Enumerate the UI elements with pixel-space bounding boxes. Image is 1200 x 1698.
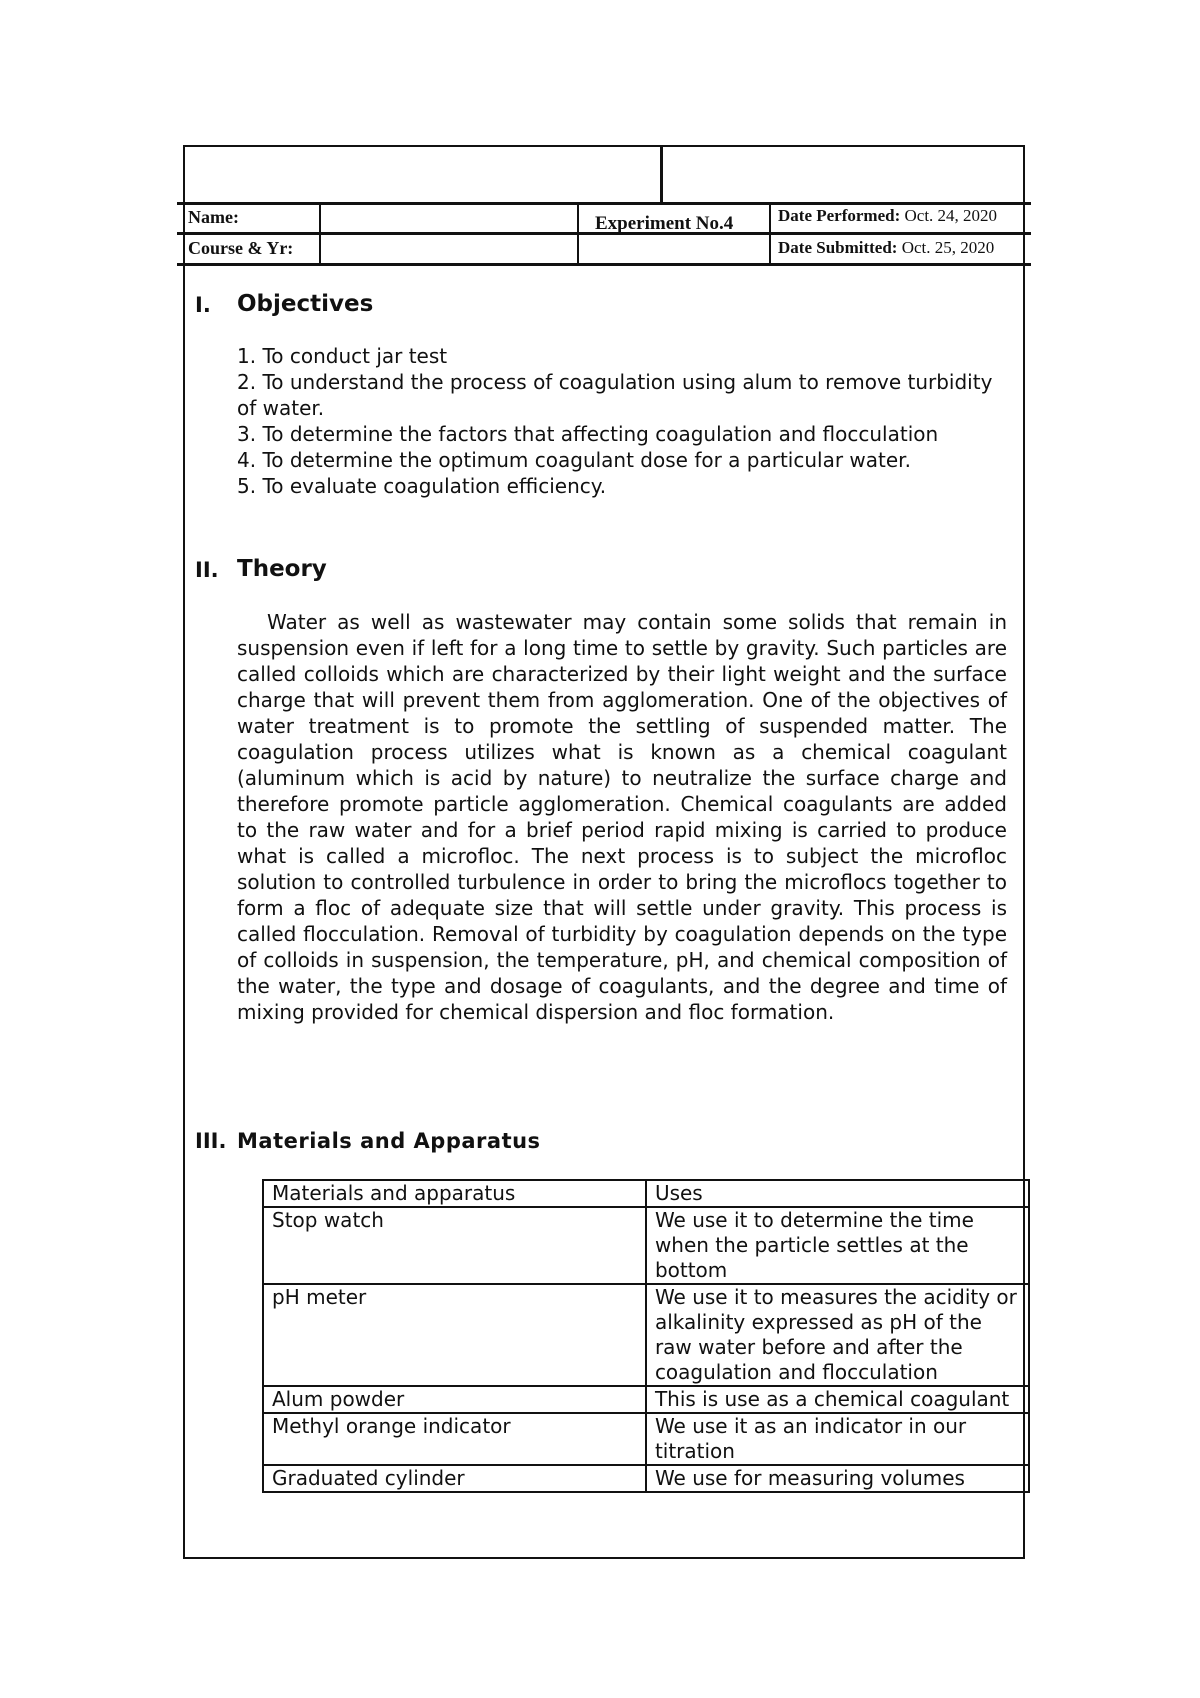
material-name: Methyl orange indicator (263, 1413, 646, 1465)
material-use: We use it to determine the time when the particle settles at the bottom (646, 1207, 1029, 1284)
objective-item: 1. To conduct jar test (237, 344, 448, 368)
theory-paragraph: Water as well as wastewater may contain some solids that remain in suspension even if left for a long time to settle by gravity. Such particles are called colloids which are characterized by their light weight and the surface charge that will prevent them from agglomeration. One of the objectives of water treatment is to promote the settling of suspended matter. The coagulation process utilizes what is known as a chemical coagulant (aluminum which is acid by nature) to neutralize the surface charge and therefore promote particle agglomeration. Chemical coagulants are added to the raw water and for a brief period rapid mixing is carried to produce what is called a microfloc. The next process is to subject the microfloc solution to controlled turbulence in order to bring the microflocs together to form a floc of adequate size that will settle under gravity. This process is called flocculation. Removal of turbidity by coagulation depends on the type of colloids in suspension, the temperature, pH, and chemical composition of the water, the type and dosage of coagulants, and the degree and time of mixing provided for chemical dispersion and floc formation. (237, 610, 1007, 1024)
material-use: We use it as an indicator in our titration (646, 1413, 1029, 1465)
table-row (263, 1465, 1029, 1492)
date-performed (778, 206, 997, 226)
header-line-top (177, 202, 1031, 205)
objective-item: 2. To understand the process of coagulation using alum to remove turbidity of water. (237, 370, 993, 420)
materials-number: III. (195, 1129, 227, 1153)
materials-heading: Materials and Apparatus (237, 1129, 541, 1153)
theory-heading: Theory (237, 556, 327, 582)
theory-number: II. (195, 558, 219, 582)
header-divider-3 (769, 204, 771, 264)
header-blank-cell (185, 147, 663, 204)
objectives-list (237, 343, 1007, 499)
date-performed-value: Oct. 24, 2020 (904, 206, 998, 225)
table-row (263, 1386, 1029, 1413)
material-name: Stop watch (263, 1207, 646, 1284)
header-line-bottom (177, 263, 1031, 266)
objective-item: 5. To evaluate coagulation efficiency. (237, 474, 607, 498)
objectives-heading: Objectives (237, 291, 374, 317)
table-row (263, 1413, 1029, 1465)
table-header-row (263, 1180, 1029, 1207)
date-submitted-value: Oct. 25, 2020 (901, 238, 995, 257)
document-frame (183, 145, 1025, 1559)
materials-table (262, 1179, 1030, 1493)
objective-item: 3. To determine the factors that affecting coagulation and flocculation (237, 422, 939, 446)
table-row (263, 1207, 1029, 1284)
name-label: Name: (188, 207, 239, 227)
experiment-number: Experiment No.4 (595, 213, 734, 234)
header-divider-2 (577, 204, 579, 264)
material-use: We use it to measures the acidity or alkalinity expressed as pH of the raw water before and after the coagulation and flocculation (646, 1284, 1029, 1386)
material-name: Alum powder (263, 1386, 646, 1413)
column-header-materials: Materials and apparatus (263, 1180, 646, 1207)
date-submitted-label: Date Submitted: (778, 238, 898, 257)
date-performed-label: Date Performed: (778, 206, 901, 225)
name-field-underline (319, 232, 577, 235)
table-row (263, 1284, 1029, 1386)
objective-item: 4. To determine the optimum coagulant dose for a particular water. (237, 448, 911, 472)
material-use: We use for measuring volumes (646, 1465, 1029, 1492)
course-label: Course & Yr: (188, 238, 294, 258)
material-name: pH meter (263, 1284, 646, 1386)
date-submitted (778, 238, 994, 258)
objectives-number: I. (195, 293, 211, 317)
material-use: This is use as a chemical coagulant (646, 1386, 1029, 1413)
column-header-uses: Uses (646, 1180, 1029, 1207)
material-name: Graduated cylinder (263, 1465, 646, 1492)
